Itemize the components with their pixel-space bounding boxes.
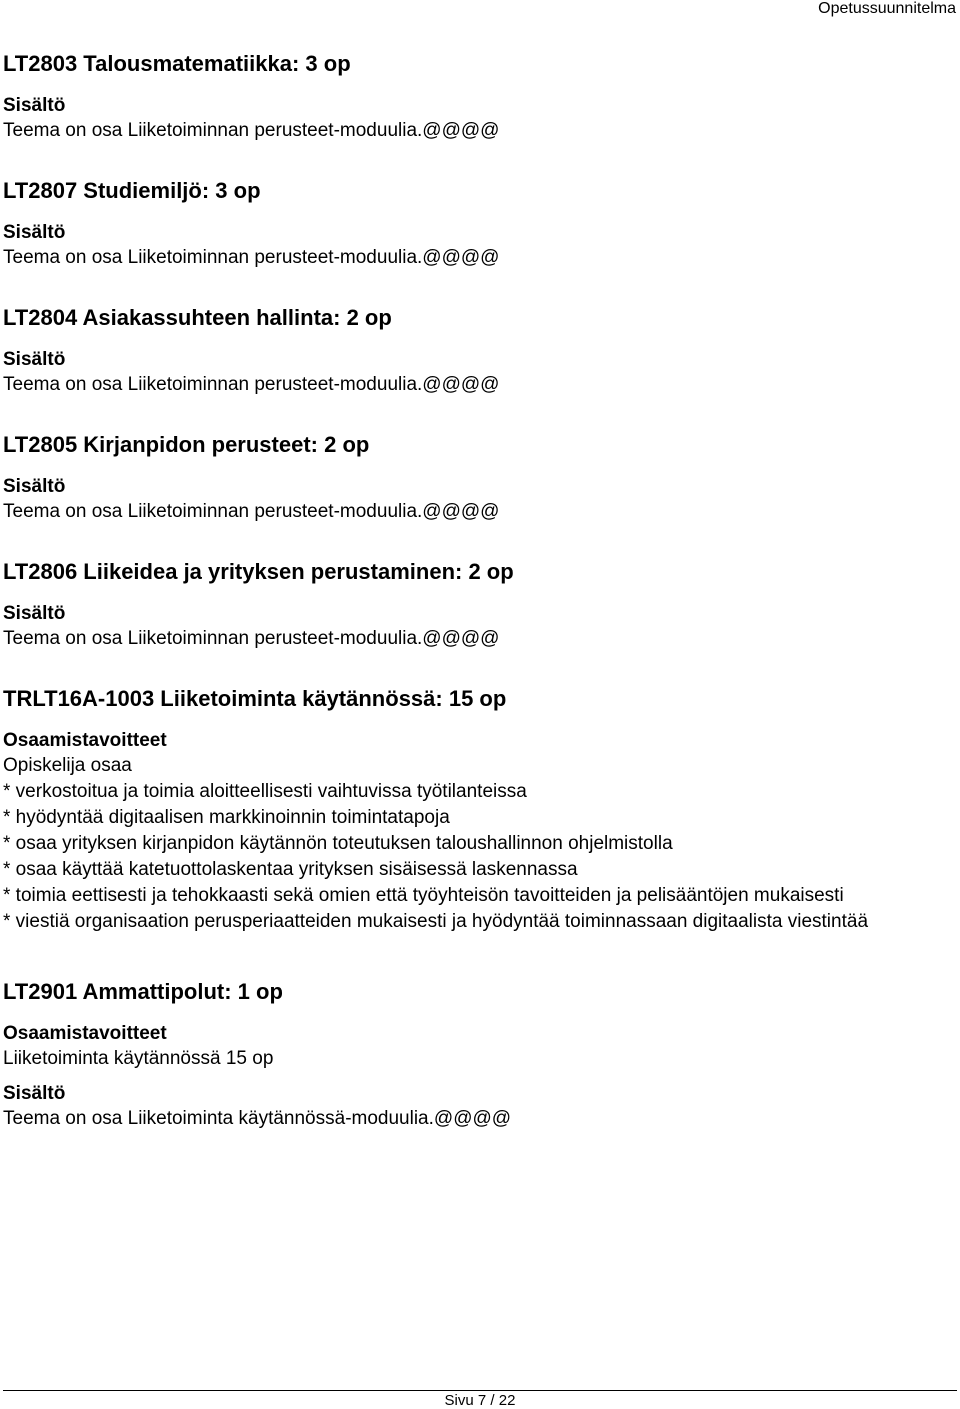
footer-divider xyxy=(3,1390,957,1391)
goal-item: * osaa käyttää katetuottolaskentaa yrityksen sisäisessä laskennassa xyxy=(3,859,578,880)
module-block xyxy=(3,683,953,935)
course-block xyxy=(3,429,953,525)
goals-text: Liiketoiminta käytännössä 15 op xyxy=(3,1048,274,1069)
goal-item: * viestiä organisaation perusperiaatteiden mukaisesti ja hyödyntää toiminnassaan digitaalista viestintää xyxy=(3,911,869,932)
content-text: Teema on osa Liiketoiminnan perusteet-moduulia.@@@@ xyxy=(3,628,500,649)
course-title: LT2806 Liikeidea ja yrityksen perustaminen: 2 op xyxy=(3,559,514,584)
course-title: LT2901 Ammattipolut: 1 op xyxy=(3,979,283,1004)
page-number: Sivu 7 / 22 xyxy=(444,1392,516,1409)
content-label: Sisältö xyxy=(3,1083,66,1104)
content-label: Sisältö xyxy=(3,95,66,116)
course-block xyxy=(3,48,953,144)
content-text: Teema on osa Liiketoiminnan perusteet-moduulia.@@@@ xyxy=(3,501,500,522)
course-title: LT2807 Studiemiljö: 3 op xyxy=(3,178,261,203)
course-block xyxy=(3,556,953,652)
course-block xyxy=(3,175,953,271)
course-title: LT2803 Talousmatematiikka: 3 op xyxy=(3,51,351,76)
content-text: Teema on osa Liiketoiminnan perusteet-moduulia.@@@@ xyxy=(3,374,500,395)
document-body xyxy=(3,48,953,1163)
goal-item: * toimia eettisesti ja tehokkaasti sekä omien että työyhteisön tavoitteiden ja pelisääntöjen mukaisesti xyxy=(3,885,844,906)
content-label: Sisältö xyxy=(3,222,66,243)
course-title: LT2804 Asiakassuhteen hallinta: 2 op xyxy=(3,305,392,330)
content-label: Sisältö xyxy=(3,603,66,624)
module-title: TRLT16A-1003 Liiketoiminta käytännössä: 15 op xyxy=(3,686,507,711)
content-text: Teema on osa Liiketoiminnan perusteet-moduulia.@@@@ xyxy=(3,120,500,141)
content-label: Sisältö xyxy=(3,476,66,497)
goal-item: * hyödyntää digitaalisen markkinoinnin toimintatapoja xyxy=(3,807,450,828)
goals-intro: Opiskelija osaa xyxy=(3,755,132,776)
content-text: Teema on osa Liiketoiminnan perusteet-moduulia.@@@@ xyxy=(3,247,500,268)
course-block xyxy=(3,976,953,1132)
goal-item: * osaa yrityksen kirjanpidon käytännön toteutuksen taloushallinnon ohjelmistolla xyxy=(3,833,673,854)
goals-label: Osaamistavoitteet xyxy=(3,730,167,751)
goals-label: Osaamistavoitteet xyxy=(3,1023,167,1044)
content-text: Teema on osa Liiketoiminta käytännössä-moduulia.@@@@ xyxy=(3,1108,512,1129)
document-header-title: Opetussuunnitelma xyxy=(818,0,956,17)
course-block xyxy=(3,302,953,398)
course-title: LT2805 Kirjanpidon perusteet: 2 op xyxy=(3,432,370,457)
content-label: Sisältö xyxy=(3,349,66,370)
goal-item: * verkostoitua ja toimia aloitteellisesti vaihtuvissa työtilanteissa xyxy=(3,781,527,802)
